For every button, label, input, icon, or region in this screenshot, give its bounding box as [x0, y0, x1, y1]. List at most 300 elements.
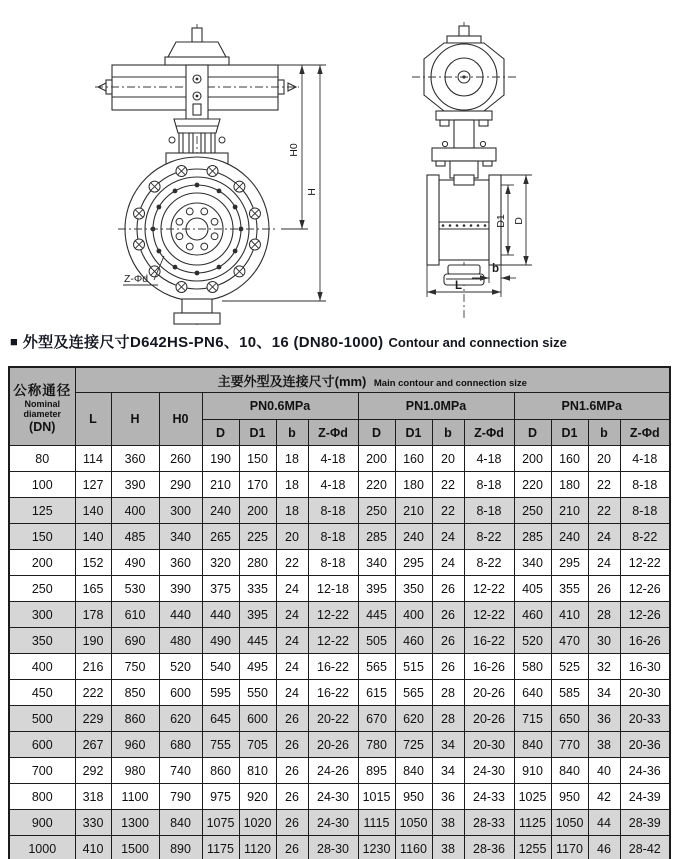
header-sub-zd: Z-Φd [308, 420, 358, 446]
dn-cell: 250 [9, 576, 75, 602]
dim-cell: 715 [514, 706, 551, 732]
dim-cell: 216 [75, 654, 111, 680]
table-row [9, 576, 670, 602]
dim-cell: 26 [276, 758, 308, 784]
dim-cell: 8-18 [464, 498, 514, 524]
dim-cell: 565 [395, 680, 432, 706]
dim-cell: 24 [276, 628, 308, 654]
dim-cell: 860 [202, 758, 239, 784]
dim-cell: 24 [588, 550, 620, 576]
dim-cell: 30 [588, 628, 620, 654]
table-row [9, 446, 670, 472]
dn-cell: 200 [9, 550, 75, 576]
dim-cell: 46 [588, 836, 620, 859]
dim-label-l: L [455, 280, 463, 292]
dim-cell: 12-22 [308, 602, 358, 628]
dim-cell: 28-30 [308, 836, 358, 859]
header-sub-d: D [358, 420, 395, 446]
dim-cell: 530 [111, 576, 159, 602]
header-nominal-zh: 公称通径 [13, 382, 72, 398]
dim-cell: 28-36 [464, 836, 514, 859]
dim-cell: 22 [588, 472, 620, 498]
dim-cell: 1020 [239, 810, 276, 836]
dn-cell: 125 [9, 498, 75, 524]
dim-cell: 1300 [111, 810, 159, 836]
dn-cell: 500 [9, 706, 75, 732]
dim-cell: 178 [75, 602, 111, 628]
header-sub-d: D [514, 420, 551, 446]
dn-cell: 150 [9, 524, 75, 550]
dim-cell: 250 [358, 498, 395, 524]
dn-cell: 450 [9, 680, 75, 706]
dim-cell: 580 [514, 654, 551, 680]
dim-cell: 28 [588, 602, 620, 628]
dim-cell: 170 [239, 472, 276, 498]
dim-cell: 860 [111, 706, 159, 732]
dim-cell: 1050 [395, 810, 432, 836]
header-sub-d1: D1 [551, 420, 588, 446]
dim-cell: 410 [75, 836, 111, 859]
dim-cell: 340 [514, 550, 551, 576]
dim-cell: 26 [276, 836, 308, 859]
dim-cell: 770 [551, 732, 588, 758]
dim-cell: 26 [432, 654, 464, 680]
dim-cell: 4-18 [308, 472, 358, 498]
dim-cell: 24 [276, 576, 308, 602]
dim-cell: 240 [551, 524, 588, 550]
table-row [9, 654, 670, 680]
dim-cell: 16-26 [620, 628, 670, 654]
dim-cell: 375 [202, 576, 239, 602]
dim-cell: 12-22 [464, 576, 514, 602]
dim-cell: 1175 [202, 836, 239, 859]
dim-cell: 12-26 [620, 602, 670, 628]
dim-cell: 16-22 [464, 628, 514, 654]
dim-cell: 34 [432, 732, 464, 758]
dim-cell: 470 [551, 628, 588, 654]
dim-cell: 28-42 [620, 836, 670, 859]
dim-cell: 1120 [239, 836, 276, 859]
dim-cell: 36 [432, 784, 464, 810]
dim-cell: 200 [514, 446, 551, 472]
dim-cell: 1230 [358, 836, 395, 859]
dim-cell: 267 [75, 732, 111, 758]
dim-cell: 200 [358, 446, 395, 472]
dim-cell: 600 [239, 706, 276, 732]
dim-cell: 210 [395, 498, 432, 524]
dim-cell: 18 [276, 446, 308, 472]
dim-cell: 540 [202, 654, 239, 680]
dn-cell: 100 [9, 472, 75, 498]
dim-cell: 1115 [358, 810, 395, 836]
dim-cell: 20 [432, 446, 464, 472]
dim-cell: 20 [276, 524, 308, 550]
dim-cell: 32 [588, 654, 620, 680]
dim-label-h: H [306, 188, 318, 196]
section-title-zh: 外型及连接尺寸D642HS-PN6、10、16 (DN80-1000) [22, 334, 384, 351]
dim-cell: 18 [276, 472, 308, 498]
dim-cell: 12-22 [620, 550, 670, 576]
dim-cell: 20-30 [620, 680, 670, 706]
dim-cell: 320 [202, 550, 239, 576]
dim-cell: 34 [588, 680, 620, 706]
dim-cell: 780 [358, 732, 395, 758]
dim-cell: 318 [75, 784, 111, 810]
dim-cell: 4-18 [464, 446, 514, 472]
dim-cell: 24-36 [620, 758, 670, 784]
dim-cell: 680 [159, 732, 202, 758]
dim-cell: 18 [276, 498, 308, 524]
dn-cell: 400 [9, 654, 75, 680]
dim-cell: 22 [276, 550, 308, 576]
dim-cell: 20 [588, 446, 620, 472]
header-group-pn16: PN1.6MPa [514, 393, 670, 420]
dim-cell: 140 [75, 498, 111, 524]
header-sub-b: b [432, 420, 464, 446]
dim-cell: 20-22 [308, 706, 358, 732]
dim-cell: 8-18 [620, 498, 670, 524]
dim-cell: 26 [432, 576, 464, 602]
dim-cell: 1025 [514, 784, 551, 810]
dim-cell: 24 [276, 602, 308, 628]
dim-cell: 26 [432, 602, 464, 628]
dim-cell: 28-33 [464, 810, 514, 836]
section-marker-icon: ■ [10, 334, 18, 349]
dim-cell: 850 [111, 680, 159, 706]
dim-cell: 840 [159, 810, 202, 836]
dim-cell: 395 [239, 602, 276, 628]
dim-cell: 1255 [514, 836, 551, 859]
header-sub-d1: D1 [395, 420, 432, 446]
dim-cell: 127 [75, 472, 111, 498]
dim-cell: 180 [551, 472, 588, 498]
side-view-drawing [412, 22, 532, 318]
dn-cell: 700 [9, 758, 75, 784]
dim-cell: 355 [551, 576, 588, 602]
dim-cell: 335 [239, 576, 276, 602]
dim-cell: 12-26 [620, 576, 670, 602]
dim-cell: 490 [202, 628, 239, 654]
dim-cell: 4-18 [620, 446, 670, 472]
dim-cell: 840 [395, 758, 432, 784]
dim-cell: 340 [358, 550, 395, 576]
dim-cell: 330 [75, 810, 111, 836]
header-main-en: Main contour and connection size [373, 377, 527, 389]
dim-cell: 8-22 [464, 550, 514, 576]
dim-cell: 28-39 [620, 810, 670, 836]
front-view-drawing [95, 24, 326, 327]
table-row [9, 810, 670, 836]
dim-cell: 810 [239, 758, 276, 784]
dim-cell: 240 [202, 498, 239, 524]
dim-cell: 360 [111, 446, 159, 472]
dim-cell: 292 [75, 758, 111, 784]
header-main-title [75, 367, 670, 393]
dim-cell: 920 [239, 784, 276, 810]
dim-cell: 585 [551, 680, 588, 706]
dim-cell: 38 [432, 810, 464, 836]
dim-cell: 42 [588, 784, 620, 810]
dim-cell: 460 [395, 628, 432, 654]
dim-cell: 405 [514, 576, 551, 602]
dim-cell: 520 [159, 654, 202, 680]
table-row [9, 498, 670, 524]
header-sub-b: b [588, 420, 620, 446]
dim-cell: 190 [202, 446, 239, 472]
section-title [10, 331, 670, 352]
dim-cell: 44 [588, 810, 620, 836]
dim-cell: 16-30 [620, 654, 670, 680]
dim-cell: 24-26 [308, 758, 358, 784]
dim-cell: 8-18 [308, 498, 358, 524]
header-nominal-en: Nominal diameter [23, 398, 62, 419]
dim-cell: 645 [202, 706, 239, 732]
dim-cell: 890 [159, 836, 202, 859]
dn-cell: 900 [9, 810, 75, 836]
dim-cell: 20-33 [620, 706, 670, 732]
dim-cell: 525 [551, 654, 588, 680]
dim-cell: 225 [239, 524, 276, 550]
dim-cell: 24-30 [308, 784, 358, 810]
dim-cell: 24 [276, 654, 308, 680]
dim-cell: 22 [588, 498, 620, 524]
dim-cell: 840 [514, 732, 551, 758]
dim-cell: 210 [551, 498, 588, 524]
dim-cell: 240 [395, 524, 432, 550]
header-sub-d: D [202, 420, 239, 446]
dim-cell: 400 [111, 498, 159, 524]
dim-cell: 755 [202, 732, 239, 758]
dim-cell: 160 [395, 446, 432, 472]
dim-cell: 26 [276, 706, 308, 732]
dim-cell: 445 [239, 628, 276, 654]
header-col-h0: H0 [159, 393, 202, 446]
dim-cell: 490 [111, 550, 159, 576]
dim-cell: 8-18 [308, 524, 358, 550]
dim-cell: 595 [202, 680, 239, 706]
dim-cell: 12-22 [464, 602, 514, 628]
dim-label-b: b [492, 263, 500, 275]
dim-cell: 300 [159, 498, 202, 524]
dim-cell: 40 [588, 758, 620, 784]
header-nominal-dn: (DN) [29, 420, 56, 435]
dim-cell: 615 [358, 680, 395, 706]
dim-cell: 495 [239, 654, 276, 680]
dim-cell: 24 [432, 550, 464, 576]
dim-cell: 190 [75, 628, 111, 654]
dim-cell: 515 [395, 654, 432, 680]
dim-cell: 480 [159, 628, 202, 654]
dim-cell: 4-18 [308, 446, 358, 472]
dim-cell: 390 [111, 472, 159, 498]
dim-cell: 160 [551, 446, 588, 472]
dim-cell: 210 [202, 472, 239, 498]
dim-cell: 360 [159, 550, 202, 576]
dim-cell: 705 [239, 732, 276, 758]
dim-cell: 26 [276, 784, 308, 810]
dim-cell: 200 [239, 498, 276, 524]
dim-cell: 550 [239, 680, 276, 706]
dim-cell: 26 [276, 810, 308, 836]
dn-cell: 600 [9, 732, 75, 758]
dim-cell: 400 [395, 602, 432, 628]
dim-label-d1: D1 [495, 214, 507, 228]
dim-cell: 295 [395, 550, 432, 576]
table-row [9, 680, 670, 706]
dim-cell: 250 [514, 498, 551, 524]
dim-cell: 690 [111, 628, 159, 654]
dim-cell: 295 [551, 550, 588, 576]
dim-cell: 395 [358, 576, 395, 602]
dim-cell: 34 [432, 758, 464, 784]
dim-cell: 895 [358, 758, 395, 784]
dn-cell: 800 [9, 784, 75, 810]
dim-cell: 670 [358, 706, 395, 732]
dim-cell: 290 [159, 472, 202, 498]
dim-cell: 980 [111, 758, 159, 784]
dim-cell: 229 [75, 706, 111, 732]
table-row [9, 758, 670, 784]
header-sub-zd: Z-Φd [464, 420, 514, 446]
table-body [9, 446, 670, 859]
table-row [9, 732, 670, 758]
dim-cell: 180 [395, 472, 432, 498]
dim-cell: 640 [514, 680, 551, 706]
dim-cell: 114 [75, 446, 111, 472]
dim-cell: 24-30 [308, 810, 358, 836]
dim-cell: 485 [111, 524, 159, 550]
dim-cell: 610 [111, 602, 159, 628]
dim-cell: 20-26 [464, 680, 514, 706]
dim-label-d: D [513, 217, 525, 225]
dim-cell: 16-22 [308, 680, 358, 706]
dim-cell: 445 [358, 602, 395, 628]
dim-cell: 1050 [551, 810, 588, 836]
dim-cell: 285 [514, 524, 551, 550]
dim-cell: 38 [588, 732, 620, 758]
dim-cell: 910 [514, 758, 551, 784]
header-col-l: L [75, 393, 111, 446]
dim-cell: 1015 [358, 784, 395, 810]
dim-cell: 16-26 [464, 654, 514, 680]
dim-cell: 22 [432, 472, 464, 498]
header-sub-d1: D1 [239, 420, 276, 446]
dim-cell: 20-30 [464, 732, 514, 758]
table-row [9, 602, 670, 628]
dim-cell: 950 [551, 784, 588, 810]
dim-cell: 340 [159, 524, 202, 550]
dim-cell: 28 [432, 680, 464, 706]
header-col-h: H [111, 393, 159, 446]
dim-cell: 740 [159, 758, 202, 784]
dim-cell: 16-22 [308, 654, 358, 680]
dim-cell: 22 [432, 498, 464, 524]
dim-cell: 220 [358, 472, 395, 498]
dim-cell: 8-18 [620, 472, 670, 498]
dim-cell: 1100 [111, 784, 159, 810]
dim-cell: 26 [276, 732, 308, 758]
table-row [9, 472, 670, 498]
dim-cell: 24-30 [464, 758, 514, 784]
dn-cell: 1000 [9, 836, 75, 859]
dim-cell: 410 [551, 602, 588, 628]
dim-cell: 440 [159, 602, 202, 628]
dim-cell: 8-22 [464, 524, 514, 550]
dim-cell: 20-26 [464, 706, 514, 732]
dim-cell: 440 [202, 602, 239, 628]
dim-cell: 28 [432, 706, 464, 732]
dim-cell: 165 [75, 576, 111, 602]
header-group-pn06: PN0.6MPa [202, 393, 358, 420]
table-row [9, 524, 670, 550]
dim-cell: 38 [432, 836, 464, 859]
dn-cell: 350 [9, 628, 75, 654]
dim-cell: 280 [239, 550, 276, 576]
header-sub-b: b [276, 420, 308, 446]
dim-cell: 12-22 [308, 628, 358, 654]
dim-cell: 26 [432, 628, 464, 654]
dim-cell: 8-22 [620, 524, 670, 550]
dim-cell: 20-26 [308, 732, 358, 758]
table-row [9, 836, 670, 859]
dim-cell: 222 [75, 680, 111, 706]
table-row [9, 784, 670, 810]
dim-cell: 8-18 [308, 550, 358, 576]
dim-cell: 750 [111, 654, 159, 680]
dim-cell: 620 [159, 706, 202, 732]
dim-cell: 390 [159, 576, 202, 602]
dim-cell: 600 [159, 680, 202, 706]
dim-cell: 150 [239, 446, 276, 472]
dim-cell: 650 [551, 706, 588, 732]
dim-cell: 975 [202, 784, 239, 810]
dn-cell: 300 [9, 602, 75, 628]
table-row [9, 628, 670, 654]
dim-cell: 260 [159, 446, 202, 472]
dim-cell: 1075 [202, 810, 239, 836]
table-row [9, 706, 670, 732]
dimension-table [8, 366, 671, 859]
table-row [9, 550, 670, 576]
dim-cell: 1500 [111, 836, 159, 859]
dim-cell: 20-36 [620, 732, 670, 758]
header-sub-zd: Z-Φd [620, 420, 670, 446]
dim-cell: 725 [395, 732, 432, 758]
dim-cell: 1125 [514, 810, 551, 836]
dim-cell: 24-33 [464, 784, 514, 810]
dim-cell: 350 [395, 576, 432, 602]
valve-drawings [0, 0, 676, 330]
dim-cell: 840 [551, 758, 588, 784]
dim-cell: 265 [202, 524, 239, 550]
dim-cell: 152 [75, 550, 111, 576]
dim-cell: 8-18 [464, 472, 514, 498]
header-group-pn10: PN1.0MPa [358, 393, 514, 420]
dn-cell: 80 [9, 446, 75, 472]
header-main-zh: 主要外型及连接尺寸(mm) [217, 373, 367, 389]
dim-cell: 1160 [395, 836, 432, 859]
dim-cell: 620 [395, 706, 432, 732]
dim-cell: 24 [432, 524, 464, 550]
dim-cell: 520 [514, 628, 551, 654]
dim-cell: 26 [588, 576, 620, 602]
dim-cell: 285 [358, 524, 395, 550]
dim-cell: 950 [395, 784, 432, 810]
dim-cell: 24 [276, 680, 308, 706]
dim-cell: 565 [358, 654, 395, 680]
dim-cell: 36 [588, 706, 620, 732]
dim-cell: 460 [514, 602, 551, 628]
